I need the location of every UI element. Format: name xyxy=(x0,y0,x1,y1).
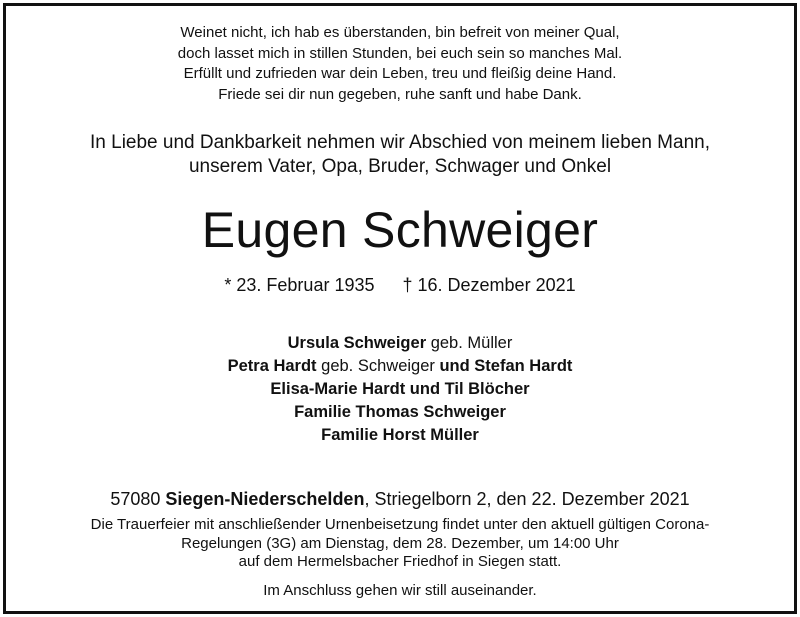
mourner-name: Petra Hardt xyxy=(227,357,317,375)
service-line-3: auf dem Hermelsbacher Friedhof in Siegen statt. xyxy=(238,553,562,570)
mourner-line-3: Elisa-Marie Hardt und Til Blöcher xyxy=(270,380,530,398)
place-date-line xyxy=(6,488,794,510)
mourner-line-1 xyxy=(6,332,794,355)
poem-line-1: Weinet nicht, ich hab es überstanden, bin befreit von meiner Qual, xyxy=(180,24,620,41)
deceased-name: Eugen Schweiger xyxy=(201,202,599,258)
mourner-partner: und Stefan Hardt xyxy=(439,357,573,375)
town: Siegen-Niederschelden xyxy=(165,489,365,509)
mourner-name: Ursula Schweiger xyxy=(287,334,427,352)
poem-line-3: Erfüllt und zufrieden war dein Leben, treu und fleißig deine Hand. xyxy=(183,65,617,82)
mourner-line-2 xyxy=(6,355,794,378)
death-date: † 16. Dezember 2021 xyxy=(402,275,576,295)
intro-line-1: In Liebe und Dankbarkeit nehmen wir Abschied von meinem lieben Mann, xyxy=(90,132,710,153)
birth-date: * 23. Februar 1935 xyxy=(224,275,375,295)
poem-line-4: Friede sei dir nun gegeben, ruhe sanft und habe Dank. xyxy=(218,85,582,103)
intro-line-2: unserem Vater, Opa, Bruder, Schwager und Onkel xyxy=(188,156,612,177)
mourner-line-4: Familie Thomas Schweiger xyxy=(294,403,506,421)
obituary-notice xyxy=(3,3,797,614)
postcode: 57080 xyxy=(110,489,166,509)
service-line-2: Regelungen (3G) am Dienstag, dem 28. Dezember, um 14:00 Uhr xyxy=(181,534,619,552)
poem-line-2: doch lasset mich in stillen Stunden, bei euch sein so manches Mal. xyxy=(177,44,623,62)
farewell-note: Im Anschluss gehen wir still auseinander. xyxy=(263,582,537,599)
life-dates xyxy=(6,274,794,296)
mourner-line-5: Familie Horst Müller xyxy=(321,426,479,444)
maiden-name: geb. Müller xyxy=(426,334,513,352)
service-line-1: Die Trauerfeier mit anschließender Urnenbeisetzung findet unter den aktuell gültigen Corona- xyxy=(90,516,710,533)
address-date: , Striegelborn 2, den 22. Dezember 2021 xyxy=(364,489,690,509)
maiden-name: geb. Schweiger xyxy=(316,357,440,375)
